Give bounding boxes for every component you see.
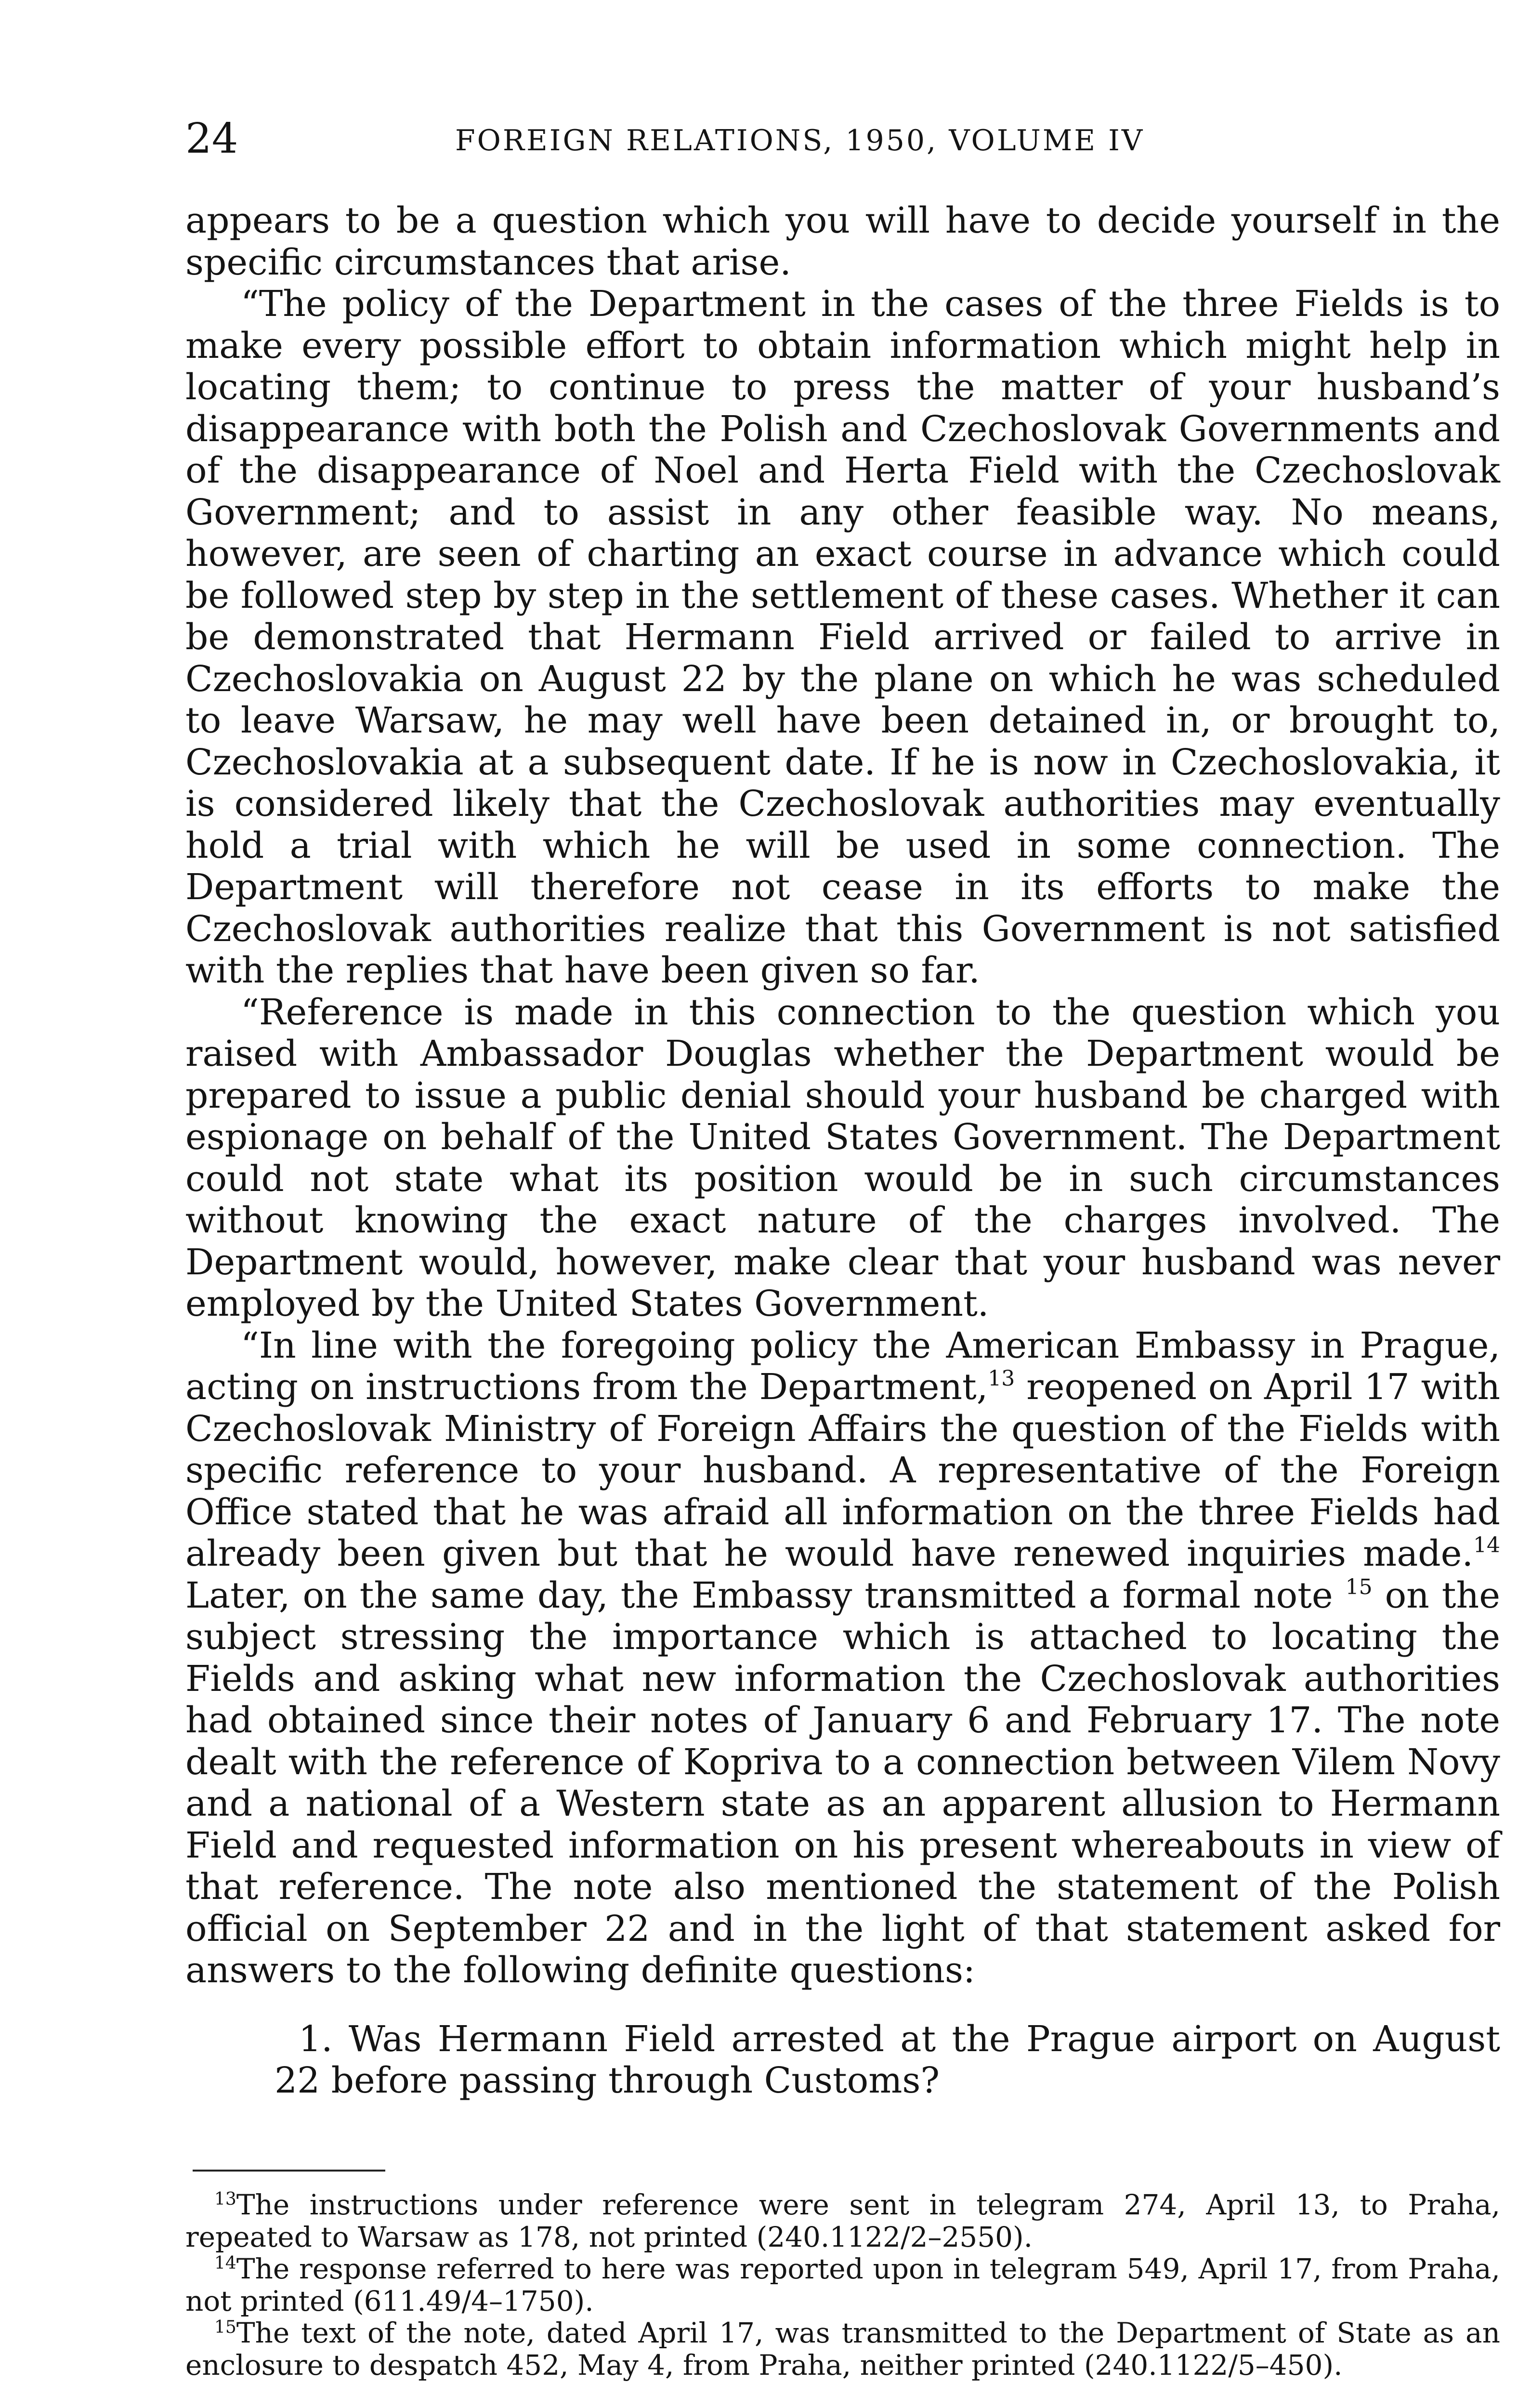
footnote-marker: 14 xyxy=(214,2253,236,2273)
paragraph: “Reference is made in this connection to the question which you raised with Ambassador Douglas whether the Department would be prepared to issue a public denial should your husband be charged with espionage on behalf of the United States Government. The Department could not state what its position would be in such circumstances without knowing the exact nature of the charges involved. The Department would, however, make clear that your husband was never employed by the United States Government. xyxy=(185,991,1500,1324)
footnote-text: The response referred to here was reported upon in telegram 549, April 17, from Praha, not printed (611.49/4–1750). xyxy=(185,2252,1500,2317)
paragraph-segment: reopened on April 17 with Czechoslovak Ministry of Foreign Affairs the question of the Fields with specific reference to your husband. A representative of the Foreign Office stated that he was afraid all information on the three Fields had already been given but that he would have renewed inquiries made. xyxy=(185,1366,1500,1574)
footnote-marker: 15 xyxy=(214,2317,236,2337)
footnote-reference: 13 xyxy=(988,1366,1015,1391)
paragraph-segment: Later, on the same day, the Embassy transmitted a formal note xyxy=(185,1574,1346,1616)
footnotes xyxy=(185,2189,1500,2381)
footnote xyxy=(185,2253,1500,2317)
footnote-text: The instructions under reference were sent in telegram 274, April 13, to Praha, repeated to Warsaw as 178, not printed (240.1122/2–2550). xyxy=(185,2188,1500,2253)
numbered-question: 1. Was Hermann Field arrested at the Prague airport on August 22 before passing through Customs? xyxy=(275,2018,1500,2101)
footnote-marker: 13 xyxy=(214,2189,236,2209)
footnote-text: The text of the note, dated April 17, was transmitted to the Department of State as an enclosure to despatch 452, May 4, from Praha, neither printed (240.1122/5–450). xyxy=(185,2316,1500,2382)
footnote-divider xyxy=(193,2170,385,2172)
footnote-reference: 14 xyxy=(1473,1533,1500,1557)
page-header xyxy=(185,115,1500,168)
paragraph-segment: “In line with the foregoing policy the American Embassy in Prague, acting on instructions from the Department, xyxy=(185,1324,1500,1408)
body-text xyxy=(185,200,1500,2102)
paragraph-segment: on the subject stressing the importance which is attached to locating the Fields and asking what new information the Czechoslovak authorities had obtained since their notes of January 6 and February 17. The note dealt with the reference of Kopriva to a connection between Vilem Novy and a national of a Western state as an apparent allusion to Hermann Field and requested information on his present whereabouts in view of that reference. The note also mentioned the statement of the Polish official on September 22 and in the light of that statement asked for answers to the following definite questions: xyxy=(185,1574,1500,1991)
page-number: 24 xyxy=(185,115,238,163)
footnote xyxy=(185,2189,1500,2253)
footnote-reference: 15 xyxy=(1345,1574,1373,1599)
footnote xyxy=(185,2317,1500,2381)
paragraph xyxy=(185,1325,1500,1991)
running-title: FOREIGN RELATIONS, 1950, VOLUME IV xyxy=(455,124,1145,157)
paragraph: “The policy of the Department in the cases of the three Fields is to make every possible effort to obtain information which might help in locating them; to continue to press the matter of your husband’s disappearance with both the Polish and Czechoslovak Governments and of the disappearance of Noel and Herta Field with the Czechoslovak Government; and to assist in any other feasible way. No means, however, are seen of charting an exact course in advance which could be followed step by step in the settlement of these cases. Whether it can be demonstrated that Hermann Field arrived or failed to arrive in Czechoslovakia on August 22 by the plane on which he was scheduled to leave Warsaw, he may well have been detained in, or brought to, Czechoslovakia at a subsequent date. If he is now in Czechoslovakia, it is considered likely that the Czechoslovak authorities may eventually hold a trial with which he will be used in some connection. The Department will therefore not cease in its efforts to make the Czechoslovak authorities realize that this Government is not satisfied with the replies that have been given so far. xyxy=(185,283,1500,991)
paragraph: appears to be a question which you will have to decide yourself in the specific circumstances that arise. xyxy=(185,200,1500,283)
